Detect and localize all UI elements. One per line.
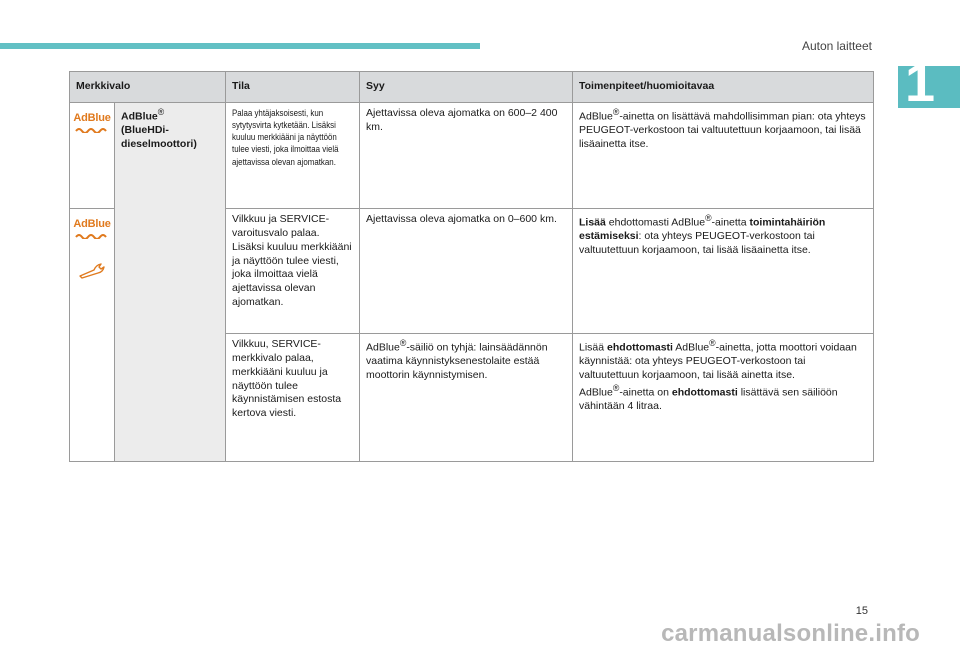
action-cell: Lisää ehdottomasti AdBlue®-ainetta toimintahäiriön estämiseksi: ota yhteys PEUGEOT-verkostoon tai valtuutettuun korjaamoon, tai lisää lisäainetta itse. xyxy=(573,209,874,334)
tila-cell: Palaa yhtäjaksoisesti, kun sytytysvirta kytketään. Lisäksi kuuluu merkkiääni ja näyttöön tulee viesti, joka ilmoittaa vielä ajettavissa olevan ajomatkan. xyxy=(226,103,360,209)
table-row xyxy=(70,103,874,209)
tila-cell: Vilkkuu, SERVICE-merkkivalo palaa, merkkiääni kuuluu ja näyttöön tulee käynnistämisen estosta kertova viesti. xyxy=(226,334,360,462)
chapter-number: 1 xyxy=(905,53,936,113)
icon-cell xyxy=(70,209,115,462)
tila-cell: Vilkkuu ja SERVICE-varoitusvalo palaa. Lisäksi kuuluu merkkiääni ja näyttöön tulee viesti, joka ilmoittaa vielä ajettavissa olevan ajomatkan. xyxy=(226,209,360,334)
table-header-row xyxy=(70,72,874,103)
action-cell: Lisää ehdottomasti AdBlue®-ainetta, jotta moottori voidaan käynnistää: ota yhteys PEUGEOT-verkostoon tai valtuutettuun korjaamoon, tai lisää ainetta itse. AdBlue®-ainetta on ehdottomasti lisättävä sen säiliöön vähintään 4 litraa. xyxy=(573,334,874,462)
col-header-merkkivalo: Merkkivalo xyxy=(70,72,226,103)
syy-cell: Ajettavissa oleva ajomatka on 0–600 km. xyxy=(360,209,573,334)
indicator-name: AdBlue® (BlueHDi- dieselmoottori) xyxy=(115,103,226,462)
watermark: carmanualsonline.info xyxy=(661,620,920,647)
col-header-toimenpiteet: Toimenpiteet/huomioitavaa xyxy=(573,72,874,103)
wrench-icon xyxy=(77,261,107,279)
syy-cell: Ajettavissa oleva ajomatka on 600–2 400 km. xyxy=(360,103,573,209)
col-header-tila: Tila xyxy=(226,72,360,103)
icon-cell xyxy=(70,103,115,209)
adblue-icon: AdBlue xyxy=(73,111,110,133)
section-title: Auton laitteet xyxy=(801,39,872,53)
adblue-icon: AdBlue xyxy=(73,217,110,239)
page-number: 15 xyxy=(855,605,868,617)
top-accent-bar xyxy=(0,43,480,49)
col-header-syy: Syy xyxy=(360,72,573,103)
warning-light-table xyxy=(69,71,874,462)
syy-cell: AdBlue®-säiliö on tyhjä: lainsäädännön vaatima käynnistyksenestolaite estää moottorin käynnistymisen. xyxy=(360,334,573,462)
action-cell: AdBlue®-ainetta on lisättävä mahdollisimman pian: ota yhteys PEUGEOT-verkostoon tai valtuutettuun korjaamoon, tai lisää lisäainetta itse. xyxy=(573,103,874,209)
